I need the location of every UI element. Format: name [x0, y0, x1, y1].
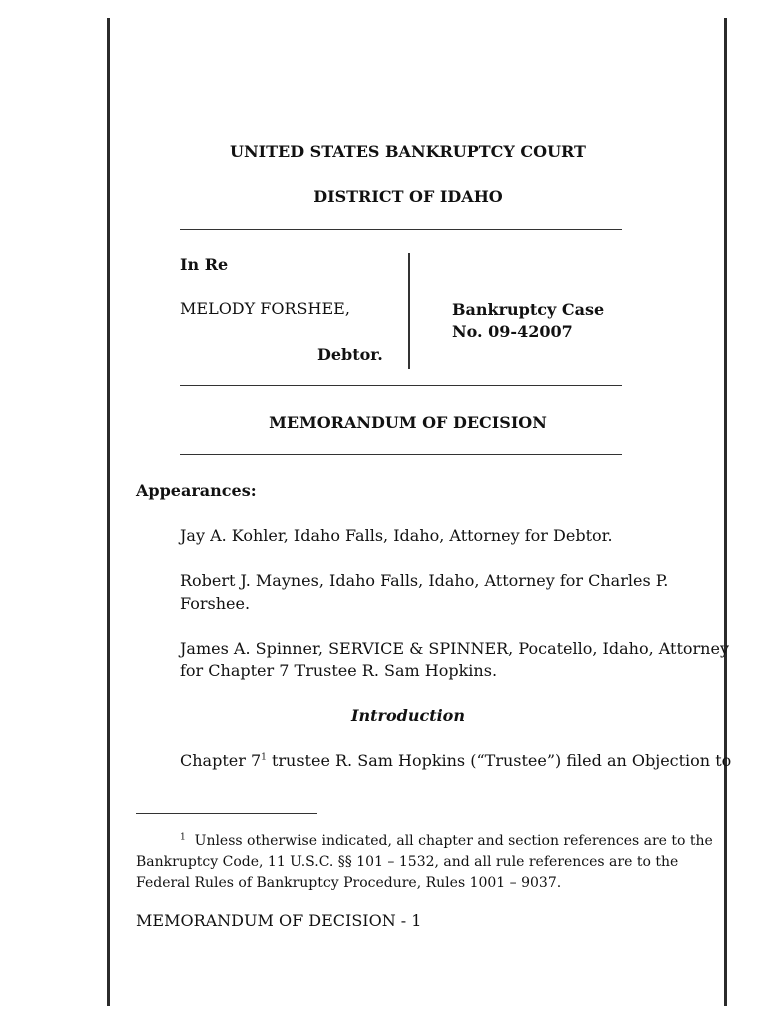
court-name: UNITED STATES BANKRUPTCY COURT — [230, 142, 586, 161]
footnote-line-1-text: Unless otherwise indicated, all chapter and section references are to the — [194, 833, 713, 849]
footnote-reference[interactable]: 1 — [261, 752, 267, 763]
footnote-line-1 — [180, 831, 713, 852]
footnote-rule — [136, 813, 317, 814]
appearances-heading: Appearances: — [136, 481, 257, 500]
appearance-spinner-line2: for Chapter 7 Trustee R. Sam Hopkins. — [180, 661, 498, 680]
debtor-name: MELODY FORSHEE, — [180, 299, 350, 318]
appearance-maynes-line1: Robert J. Maynes, Idaho Falls, Idaho, Attorney for Charles P. — [180, 571, 669, 590]
introduction-heading: Introduction — [351, 706, 465, 725]
debtor-label: Debtor. — [317, 345, 383, 364]
case-number: No. 09-42007 — [452, 322, 573, 341]
footnote-line-2: Bankruptcy Code, 11 U.S.C. §§ 101 – 1532, and all rule references are to the — [136, 854, 679, 870]
left-margin-rule — [107, 18, 110, 1006]
caption-bottom-separator — [180, 385, 622, 386]
document-title: MEMORANDUM OF DECISION — [269, 413, 547, 432]
page-footer: MEMORANDUM OF DECISION - 1 — [136, 911, 422, 930]
right-margin-rule — [724, 18, 727, 1006]
appearance-kohler: Jay A. Kohler, Idaho Falls, Idaho, Attorney for Debtor. — [180, 526, 613, 545]
introduction-paragraph — [180, 750, 731, 772]
intro-text-start: Chapter 7 — [180, 751, 262, 770]
caption-top-separator — [180, 229, 622, 230]
footnote-line-3: Federal Rules of Bankruptcy Procedure, Rules 1001 – 9037. — [136, 875, 562, 891]
appearance-spinner-line1: James A. Spinner, SERVICE & SPINNER, Pocatello, Idaho, Attorney — [180, 639, 729, 658]
title-separator — [180, 454, 622, 455]
appearance-maynes-line2: Forshee. — [180, 594, 251, 613]
case-label: Bankruptcy Case — [452, 300, 605, 319]
caption-divider — [408, 253, 410, 369]
footnote-mark: 1 — [180, 832, 186, 843]
intro-text-rest: trustee R. Sam Hopkins (“Trustee”) filed an Objection to — [266, 751, 732, 770]
court-district: DISTRICT OF IDAHO — [313, 187, 503, 206]
in-re-label: In Re — [180, 255, 229, 274]
